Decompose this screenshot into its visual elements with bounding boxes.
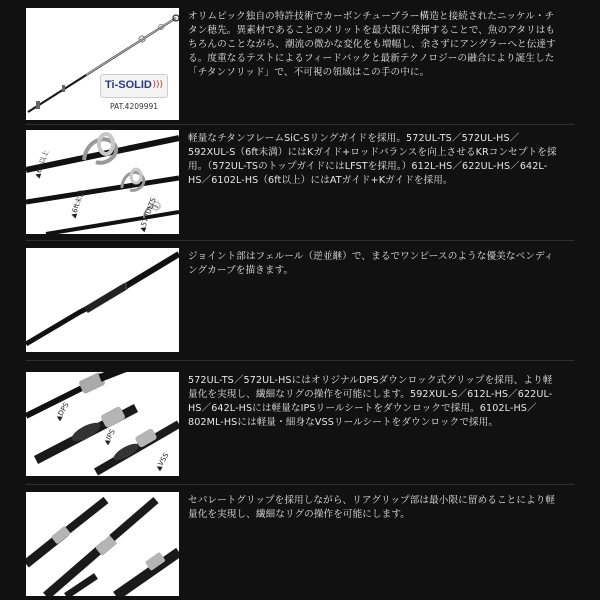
divider [26,360,574,361]
guide-label-6ft-over: ▲6ft以上 [32,149,51,180]
feature-description: 572UL-TS／572UL-HSにはオリジナルDPSダウンロック式グリップを採用、より軽量化を実現し、繊細なリグの操作を可能にします。592XUL-S／612L-HS／622UL-HS／642L-HSには軽量なIPSリールシートをダウンロックで採用。6102L-HS／802ML-HSには軽量・細身なVSSリールシートをダウンロックで採用。 [188,375,553,428]
divider [26,484,574,485]
divider [26,124,574,125]
guide-label-572ults: ▲572ULTS [138,196,158,233]
grip-label-dps: ▲DPS [54,401,71,422]
ti-solid-tip-image [26,8,179,120]
ferrule-joint-image [26,248,179,352]
divider [26,240,574,241]
guide-ring-image [26,130,179,234]
feature-description: 軽量なチタンフレームSiC-Sリングガイドを採用。572UL-TS／572UL-HS／592XUL-S（6ft未満）にはKガイド+ロッドバランスを向上させるKRコンセプトを採用。（572UL-TSのトップガイドにはLFSTを採用。）612L-HS／622UL-HS／642L-HS／6102L-HS（6ft以上）にはATガイド+Kガイドを採用。 [188,133,557,186]
separate-grip-image [26,492,179,596]
guide-label-6ft-under: ▲6ft未満 [68,189,87,220]
feature-section-separate-grip [26,492,574,596]
grip-label-vss: ▲VSS [154,451,171,472]
patent-number: PAT.4209991 [110,102,159,111]
feature-description: セパレートグリップを採用しながら、リアグリップ部は最小限に留めることにより軽量化を実現し、繊細なリグの操作を可能にします。 [188,495,556,520]
feature-section-grip [26,372,574,476]
feature-section-ti-solid [26,8,574,120]
reel-seat-image [26,372,179,476]
feature-section-guides [26,130,574,234]
ti-solid-badge: Ti-SOLID ))) [100,74,168,98]
feature-description: オリムピック独自の特許技術でカーボンチューブラー構造と接続されたニッケル・チタン穂先。異素材であることのメリットを最大限に発揮することで、魚のアタリはもちろんのことながら、潮流の微かな変化をも増幅し、余さずにアングラーへと伝達する。度重なるテストによるフィードバックと最新テクノロジーの融合により誕生した「チタンソリッド」で、不可視の領域はこの手の中に。 [188,11,556,78]
signal-icon: ))) [152,80,163,90]
grip-label-ips: ▲IPS [102,428,117,446]
feature-description: ジョイント部はフェルール（逆並継）で、まるでワンピースのような優美なベンディングカーブを描きます。 [188,251,554,276]
feature-section-joint [26,248,574,352]
